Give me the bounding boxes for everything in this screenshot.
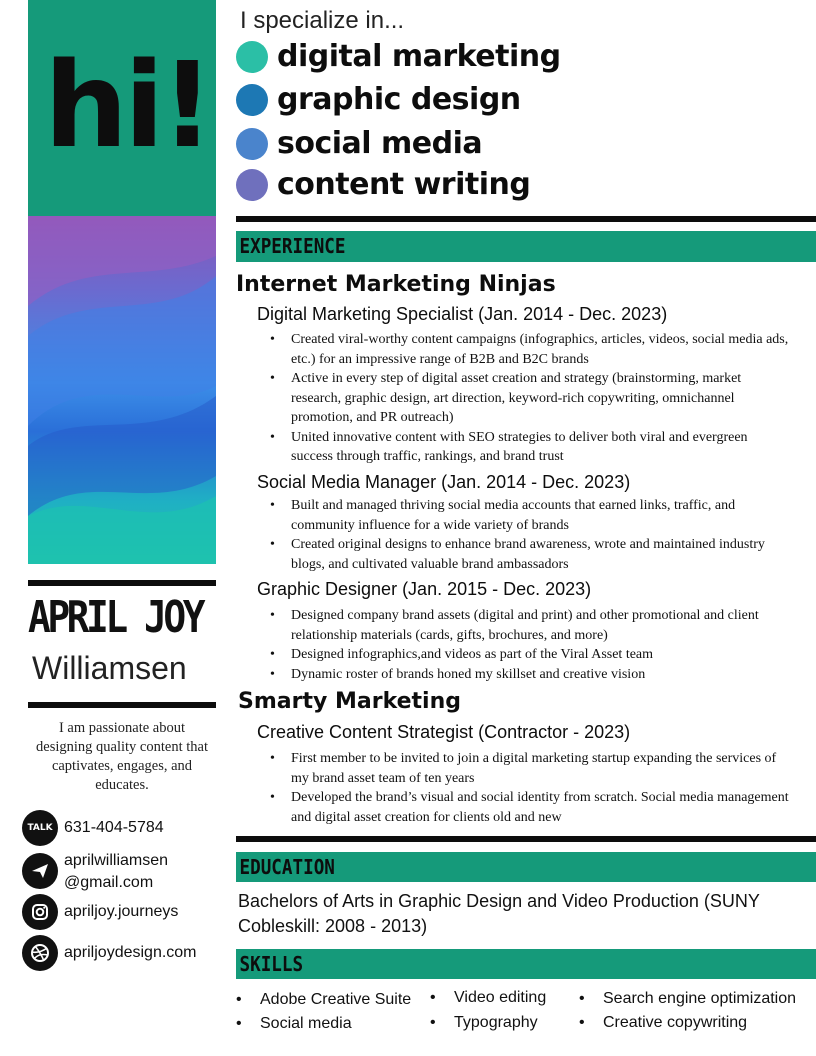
circle-icon bbox=[236, 169, 268, 201]
specialty-label: graphic design bbox=[277, 82, 521, 117]
circle-icon bbox=[236, 41, 268, 73]
contact-phone[interactable] bbox=[22, 810, 164, 846]
contact-email[interactable] bbox=[22, 850, 168, 894]
contact-website-text: apriljoydesign.com bbox=[64, 944, 197, 961]
bullet-item: • Dynamic roster of brands honed my skillset and creative vision bbox=[291, 665, 791, 685]
role-title: Social Media Manager (Jan. 2014 - Dec. 2023) bbox=[257, 472, 631, 492]
bullet-item: • Designed company brand assets (digital and print) and other promotional and client relationship materials (cards, gifts, brochures, and more) bbox=[291, 606, 791, 645]
section-header-experience bbox=[236, 231, 816, 262]
specialty-label: social media bbox=[277, 126, 483, 161]
instagram-icon bbox=[22, 894, 58, 930]
role-title: Creative Content Strategist (Contractor - 2023) bbox=[257, 722, 631, 742]
contact-phone-text: 631-404-5784 bbox=[64, 819, 164, 836]
specialty-item bbox=[236, 80, 521, 120]
specialty-item bbox=[236, 124, 482, 164]
bullet-item: • Developed the brand’s visual and social identity from scratch. Social media management and digital asset creation for clients old and new bbox=[291, 788, 791, 827]
specialty-item bbox=[236, 165, 530, 205]
section-header-skills bbox=[236, 949, 816, 979]
section-title: EXPERIENCE bbox=[239, 234, 346, 258]
contact-instagram[interactable] bbox=[22, 894, 178, 930]
decorative-gradient bbox=[28, 216, 216, 564]
role-bullets bbox=[270, 496, 791, 574]
name-bottom-divider bbox=[28, 702, 216, 708]
specialty-label: digital marketing bbox=[277, 39, 561, 74]
section-divider bbox=[236, 836, 816, 842]
skill-item: • Search engine optimization bbox=[579, 989, 796, 1009]
skill-item: • Video editing bbox=[430, 988, 546, 1008]
skill-item: • Social media bbox=[236, 1014, 352, 1034]
role-title: Graphic Designer (Jan. 2015 - Dec. 2023) bbox=[257, 579, 592, 599]
bullet-item: • United innovative content with SEO strategies to deliver both viral and evergreen success through traffic, rankings, and brand trust bbox=[291, 428, 791, 467]
role-bullets bbox=[270, 330, 791, 467]
dribbble-icon bbox=[22, 935, 58, 971]
name-first: APRIL JOY bbox=[28, 592, 203, 643]
circle-icon bbox=[236, 128, 268, 160]
send-icon bbox=[22, 853, 58, 889]
specialty-label: content writing bbox=[277, 167, 531, 202]
bullet-item: • Created original designs to enhance brand awareness, wrote and maintained industry blogs, and cultivated valuable brand ambassadors bbox=[291, 535, 791, 574]
bullet-item: • Created viral-worthy content campaigns (infographics, articles, videos, social media ads, etc.) for an impressive range of B2B and B2C brands bbox=[291, 330, 791, 369]
circle-icon bbox=[236, 84, 268, 116]
bullet-item: • Designed infographics,and videos as part of the Viral Asset team bbox=[291, 645, 791, 665]
name-top-divider bbox=[28, 580, 216, 586]
section-header-education bbox=[236, 852, 816, 882]
company-name: Smarty Marketing bbox=[238, 689, 461, 714]
wave-decoration bbox=[28, 216, 216, 564]
specialty-item bbox=[236, 37, 561, 77]
bullet-item: • Active in every step of digital asset creation and strategy (brainstorming, market research, graphic design, art direction, keyword-rich copywriting, omnichannel promotion, and PR outreach) bbox=[291, 369, 791, 428]
skill-item: • Creative copywriting bbox=[579, 1013, 747, 1033]
greeting-text: hi! bbox=[44, 36, 211, 174]
section-title: EDUCATION bbox=[239, 855, 335, 879]
role-bullets bbox=[270, 606, 791, 684]
section-title: SKILLS bbox=[239, 952, 304, 976]
section-divider bbox=[236, 216, 816, 222]
skill-item: • Typography bbox=[430, 1013, 538, 1033]
bullet-item: • Built and managed thriving social media accounts that earned links, traffic, and community influence for a wide variety of brands bbox=[291, 496, 791, 535]
education-text: Bachelors of Arts in Graphic Design and Video Production (SUNY Cobleskill: 2008 - 2013) bbox=[238, 891, 760, 936]
bullet-item: • First member to be invited to join a digital marketing startup expanding the services of my brand asset team of ten years bbox=[291, 749, 791, 788]
company-name: Internet Marketing Ninjas bbox=[236, 272, 556, 297]
skill-item: • Adobe Creative Suite bbox=[236, 990, 411, 1010]
bio-text: I am passionate about designing quality content that captivates, engages, and educates. bbox=[36, 720, 208, 793]
talk-icon: TALK bbox=[22, 810, 58, 846]
specialize-label: I specialize in... bbox=[240, 7, 405, 34]
name-last: Williamsen bbox=[32, 650, 187, 686]
contact-instagram-text: apriljoy.journeys bbox=[64, 903, 179, 920]
contact-email-text: aprilwilliamsen @gmail.com bbox=[64, 852, 169, 891]
role-title: Digital Marketing Specialist (Jan. 2014 - Dec. 2023) bbox=[257, 304, 668, 324]
role-bullets bbox=[270, 749, 791, 827]
contact-website[interactable] bbox=[22, 935, 197, 971]
